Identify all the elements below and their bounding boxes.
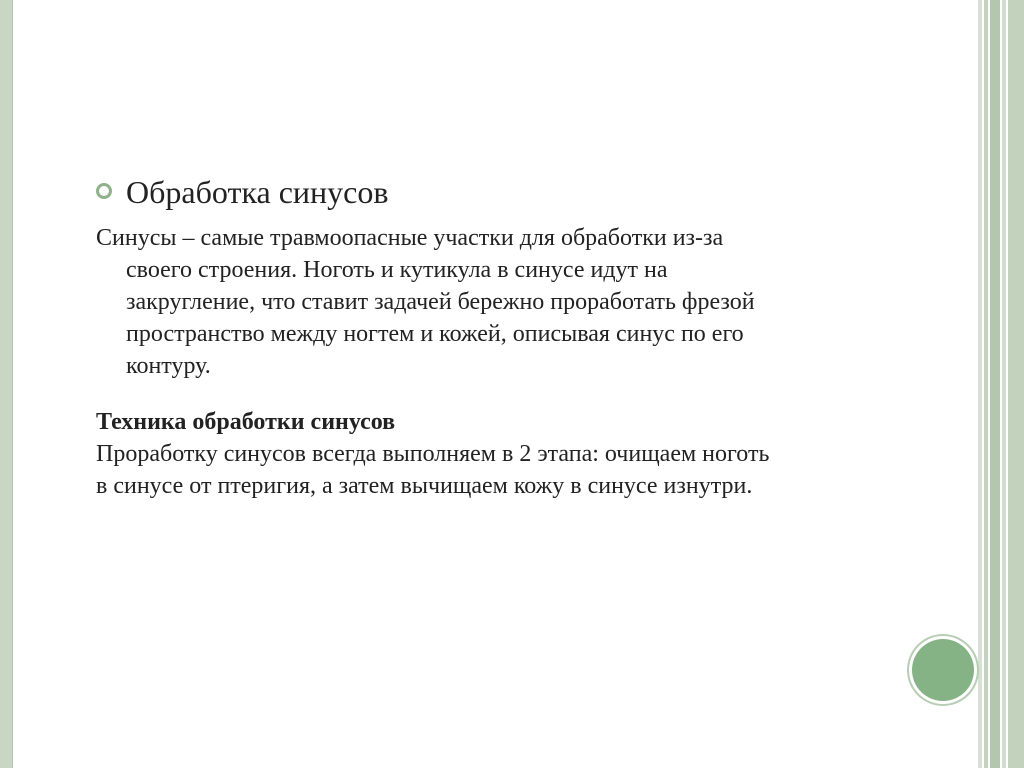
- left-frame-bar: [0, 0, 13, 768]
- paragraph-line-5: контуру.: [126, 353, 211, 379]
- green-circle-icon: [912, 639, 974, 701]
- heading-line: [96, 172, 388, 212]
- technique-line-1: Проработку синусов всегда выполняем в 2 этапа: очищаем ноготь: [96, 441, 770, 467]
- paragraph-line-1: Синусы – самые травмоопасные участки для обработки из-за: [96, 225, 724, 251]
- technique-heading: Техника обработки синусов: [96, 409, 396, 435]
- technique-line-2: в синусе от птеригия, а затем вычищаем кожу в синусе изнутри.: [96, 473, 753, 499]
- paragraph-line-4: пространство между ногтем и кожей, описывая синус по его: [126, 321, 744, 347]
- technique-paragraph: [96, 438, 926, 502]
- hollow-circle-bullet-icon: [96, 183, 112, 199]
- paragraph-line-3: закругление, что ставит задачей бережно проработать фрезой: [126, 289, 755, 315]
- right-frame-stripes: [978, 0, 1024, 768]
- paragraph-line-2: своего строения. Ноготь и кутикула в синусе идут на: [126, 257, 668, 283]
- slide-heading: Обработка синусов: [126, 174, 389, 210]
- description-paragraph: [96, 222, 896, 382]
